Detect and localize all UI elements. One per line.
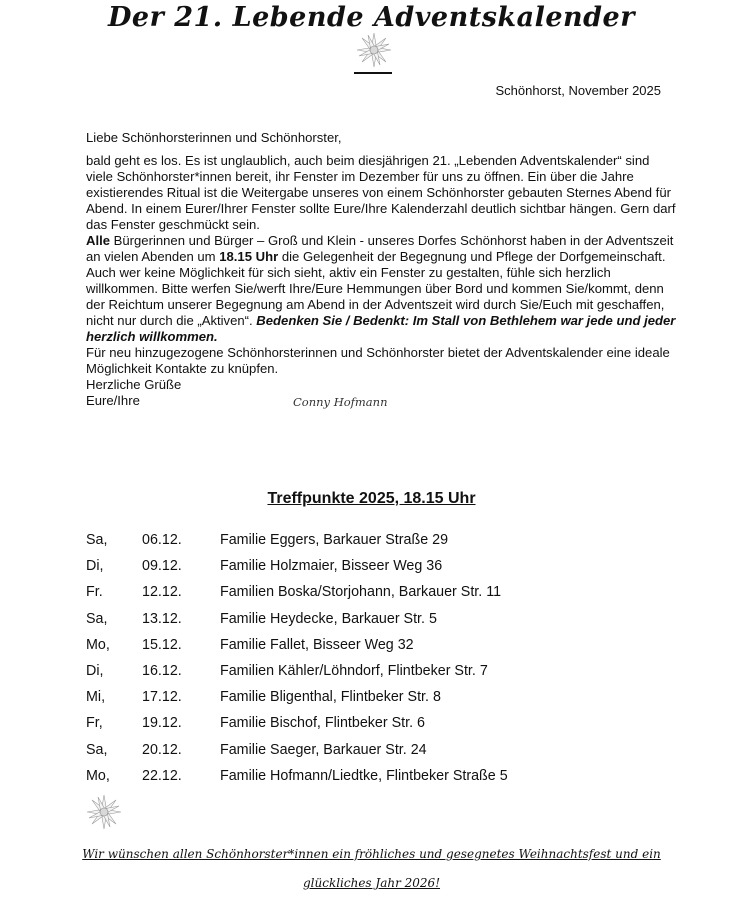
date: 22.12. — [142, 767, 182, 784]
host: Familie Holzmaier, Bisseer Weg 36 — [220, 558, 443, 575]
date: 17.12. — [142, 689, 182, 706]
signature: Conny Hofmann — [293, 395, 388, 409]
day: Di, — [86, 558, 104, 575]
paragraph-4: Für neu hinzugezogene Schönhorsterinnen und Schönhorster bietet der Adventskalender eine ideale Möglichkeit Kontakte zu knüpfen. — [86, 345, 670, 376]
date: 09.12. — [142, 558, 182, 575]
closing-wish-line-1: Wir wünschen allen Schönhorster*innen ein fröhliches und gesegnetes Weihnachtsfest und ein — [82, 847, 661, 861]
day: Mo, — [86, 636, 110, 653]
paragraph-2-text: Bürgerinnen und Bürger – Groß und Klein - unseres Dorfes Schönhorst haben in der Adventszeit an vielen Abenden um — [86, 233, 674, 264]
day: Di, — [86, 662, 104, 679]
host: Familie Fallet, Bisseer Weg 32 — [220, 636, 414, 653]
host: Familie Heydecke, Barkauer Str. 5 — [220, 610, 437, 627]
day: Sa, — [86, 532, 108, 548]
day: Sa, — [86, 610, 108, 627]
host: Familie Hofmann/Liedtke, Flintbeker Straße 5 — [220, 767, 508, 784]
paragraph-2-end: die Gelegenheit der Begegnung und Pflege der Dorfgemeinschaft. — [278, 249, 666, 264]
day: Sa, — [86, 741, 108, 758]
paragraph-3 — [86, 265, 676, 345]
host: Familie Bligenthal, Flintbeker Str. 8 — [220, 689, 441, 706]
date: 13.12. — [142, 610, 182, 627]
letter-body — [86, 130, 676, 409]
host: Familien Boska/Storjohann, Barkauer Str. 11 — [220, 584, 502, 601]
emphasis-time: 18.15 Uhr — [219, 249, 279, 264]
signature-row — [86, 393, 676, 409]
day: Mi, — [86, 689, 106, 706]
emphasis-all: Alle — [86, 233, 111, 248]
star-icon — [86, 794, 122, 830]
date: 19.12. — [142, 715, 182, 732]
date: 06.12. — [142, 532, 182, 548]
date: 16.12. — [142, 662, 182, 679]
schedule-heading: Treffpunkte 2025, 18.15 Uhr — [267, 490, 476, 507]
day: Mo, — [86, 767, 110, 784]
paragraph-1: bald geht es los. Es ist unglaublich, auch beim diesjährigen 21. „Lebenden Adventskalender“ sind viele Schönhorster*innen bereit, ihr Fenster im Dezember für uns zu öffnen. Ein über die Jahre existierendes Ritual ist die Weitergabe unseres von einem Schönhorster gebauten Sternes Abend für Abend. In einem Eurer/Ihrer Fenster sollte Eure/Ihre Kalenderzahl deutlich sichtbar hängen. Gern darf das Fenster geschmückt sein. — [86, 153, 676, 232]
title-divider — [354, 72, 392, 74]
date: 12.12. — [142, 584, 182, 601]
salutation: Liebe Schönhorsterinnen und Schönhorster, — [86, 130, 342, 145]
closing-wish — [60, 840, 683, 898]
paragraph-3-emphasis: Bedenken Sie / Bedenkt: Im Stall von Bethlehem war jede und jeder herzlich willkommen. — [86, 313, 676, 344]
star-icon — [356, 32, 392, 68]
host: Familie Bischof, Flintbeker Str. 6 — [220, 715, 425, 732]
paragraph-3-text: Auch wer keine Möglichkeit für sich sieht, aktiv ein Fenster zu gestalten, fühle sich herzlich willkommen. Bitte werfen Sie/werft Ihre/Eure Hemmungen über Bord und kommen Sie/kommt, denn der Reichtum unserer Begegnung am Abend in der Adventszeit wird durch Sie/Euch mit geschaffen, nicht nur durch die „Aktiven“. — [86, 265, 665, 328]
day: Fr. — [86, 584, 103, 601]
closing-wish-line-2: glückliches Jahr 2026! — [302, 876, 441, 890]
host: Familie Saeger, Barkauer Str. 24 — [220, 741, 427, 758]
document-title: Der 21. Lebende Adventskalender — [108, 2, 635, 33]
host: Familien Kähler/Löhndorf, Flintbeker Str. 7 — [220, 662, 488, 679]
closing-eure: Eure/Ihre — [86, 393, 140, 408]
day: Fr, — [86, 715, 103, 732]
date: 15.12. — [142, 636, 182, 653]
closing-greeting: Herzliche Grüße — [86, 377, 182, 392]
place-date: Schönhorst, November 2025 — [495, 83, 661, 98]
host: Familie Eggers, Barkauer Straße 29 — [220, 532, 449, 548]
date: 20.12. — [142, 741, 182, 758]
paragraph-2 — [86, 233, 676, 265]
